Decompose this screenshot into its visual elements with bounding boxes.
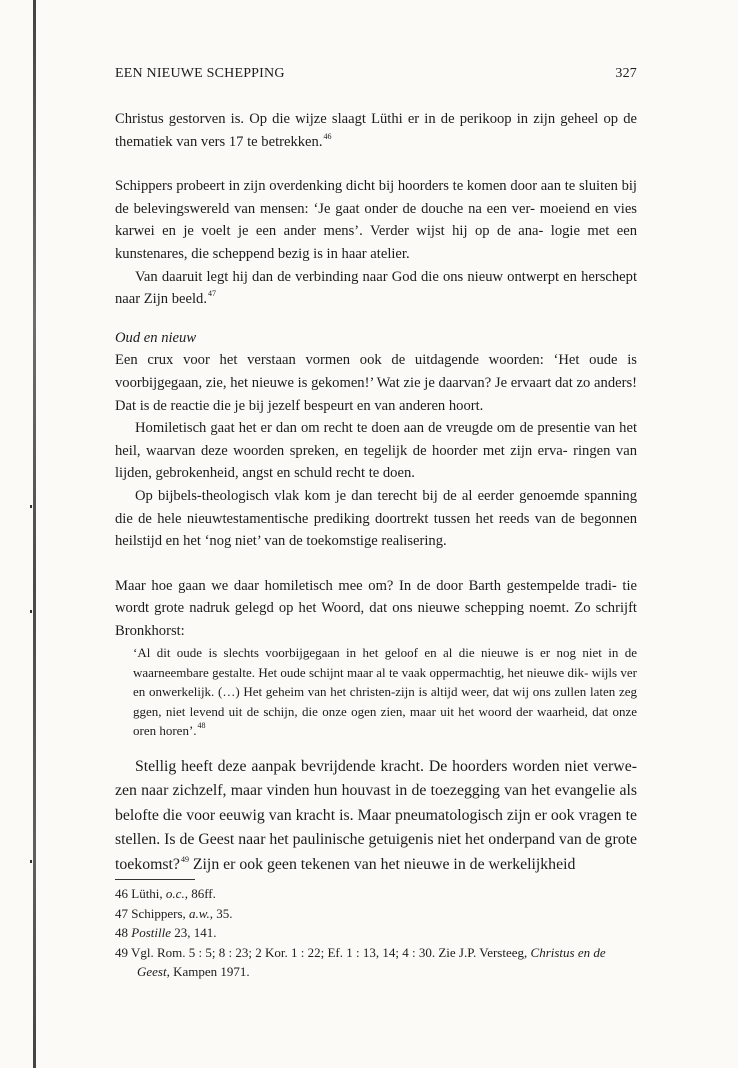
paragraph: Maar hoe gaan we daar homiletisch mee om? In de door Barth gestempelde tradi- tie wordt grote nadruk gelegd op het Woord, dat ons nieuwe schepping noemt. Zo schrijft Bronkhorst: [115,577,637,639]
footnote-text: 35. [213,905,233,921]
footnotes [115,879,637,981]
running-title: EEN NIEUWE SCHEPPING [115,66,285,81]
footnote-ref: 48 [197,721,206,731]
block-quote [133,643,637,740]
footnote-text: Kampen 1971. [169,964,250,980]
footnote [115,904,637,923]
footnote-title: o.c., [165,886,188,902]
paragraph [115,755,637,878]
page-number: 327 [615,66,637,81]
paragraph-text: Christus gestorven is. Op die wijze slaagt Lüthi er in de perikoop in zijn geheel op de thematiek van vers 17 te betrekken. [115,111,637,150]
footnote-title: Christus en de Geest, [137,944,606,980]
footnote [115,943,637,982]
paragraph [115,108,637,153]
scan-mark [30,610,32,613]
footnote-number: 46 [115,886,132,902]
footnote-number: 48 [115,925,132,941]
paragraph: Schippers probeert in zijn overdenking dicht bij hoorders te komen door aan te sluiten bij de belevingswereld van mensen: ‘Je gaat onder de douche na een ver- moeiend en vies karwei en je voelt je een ander mens’. Verder wijst hij op de ana- logie met een kunstenares, die scheppend bezig is in haar atelier. [115,178,637,262]
scan-mark [30,505,32,508]
footnote-ref: 46 [323,131,332,141]
footnote-divider [115,879,195,880]
footnote [115,923,637,942]
paragraph-text: Van daaruit legt hij dan de verbinding naar God die ons nieuw ontwerpt en herschept naar Zijn beeld. [115,268,637,308]
footnote-ref: 49 [180,854,189,864]
footnote-number: 47 [115,905,132,921]
footnote-text: 23, 141. [170,925,217,941]
footnote-title: a.w., [189,905,213,921]
book-page [115,66,637,982]
paragraph-text: Zijn er ook geen tekenen van het nieuwe in de werkelijkheid [188,855,576,873]
section-heading: Oud en nieuw [115,329,197,346]
book-spine-edge [33,0,36,1068]
footnote-title: Postille [131,925,171,941]
footnote [115,884,637,903]
footnote-text: Vgl. Rom. 5 : 5; 8 : 23; 2 Kor. 1 : 22; Ef. 1 : 13, 14; 4 : 30. Zie J.P. Versteeg, [131,944,531,960]
quote-text: ‘Al dit oude is slechts voorbijgegaan in het geloof en al die nieuwe is er nog niet in de waarneembare gestalte. Het oude schijnt maar al te vaak oppermachtig, het nieuwe dik- wijls ver en onwerkelijk. (…) Het geheim van het christen-zijn is altijd weer, dat wij ons zullen laten zeg ggen, niet levend uit de schijn, die onze ogen zien, maar uit het woord der waarheid, dat onze oren horen’. [133,645,637,739]
paragraph: Een crux voor het verstaan vormen ook de uitdagende woorden: ‘Het oude is voorbijgegaan, zie, het nieuwe is gekomen!’ Wat zie je daarvan? Je ervaart dat zo anders! Dat is de reactie die je bij jezelf bespeurt en van anderen hoort. [115,352,637,414]
paragraph: Homiletisch gaat het er dan om recht te doen aan de vreugde om de presentie van het heil, waarvan deze woorden spreken, en tegelijk de hoorder met zijn erva- ringen van lijden, gebrokenheid, angst en schuld recht te doen. [115,420,637,482]
footnote-text: 86ff. [187,886,216,902]
footnote-ref: 47 [207,289,216,299]
main-text [115,108,637,877]
running-header [115,66,637,88]
paragraph [115,266,637,311]
footnote-number: 49 [115,944,132,960]
footnote-text: Lüthi, [131,886,166,902]
footnote-list [115,884,637,981]
footnote-text: Schippers, [131,905,190,921]
paragraph-text: Stellig heeft deze aanpak bevrijdende kracht. De hoorders worden niet verwe- zen naar zichzelf, maar vinden hun houvast in de toezegging van het evangelie als belofte die voor eeuwig van kracht is. Maar pneumatologisch zijn er ook vragen te stellen. Is de Geest naar het paulinische getuigenis niet het onderpand van de grote toekomst? [115,757,637,873]
paragraph: Op bijbels-theologisch vlak kom je dan terecht bij de al eerder genoemde spanning die de hele nieuwtestamentische prediking doortrekt tussen het reeds van de begonnen heilstijd en het ‘nog niet’ van de toekomstige realisering. [115,487,637,550]
scan-mark [30,860,32,863]
